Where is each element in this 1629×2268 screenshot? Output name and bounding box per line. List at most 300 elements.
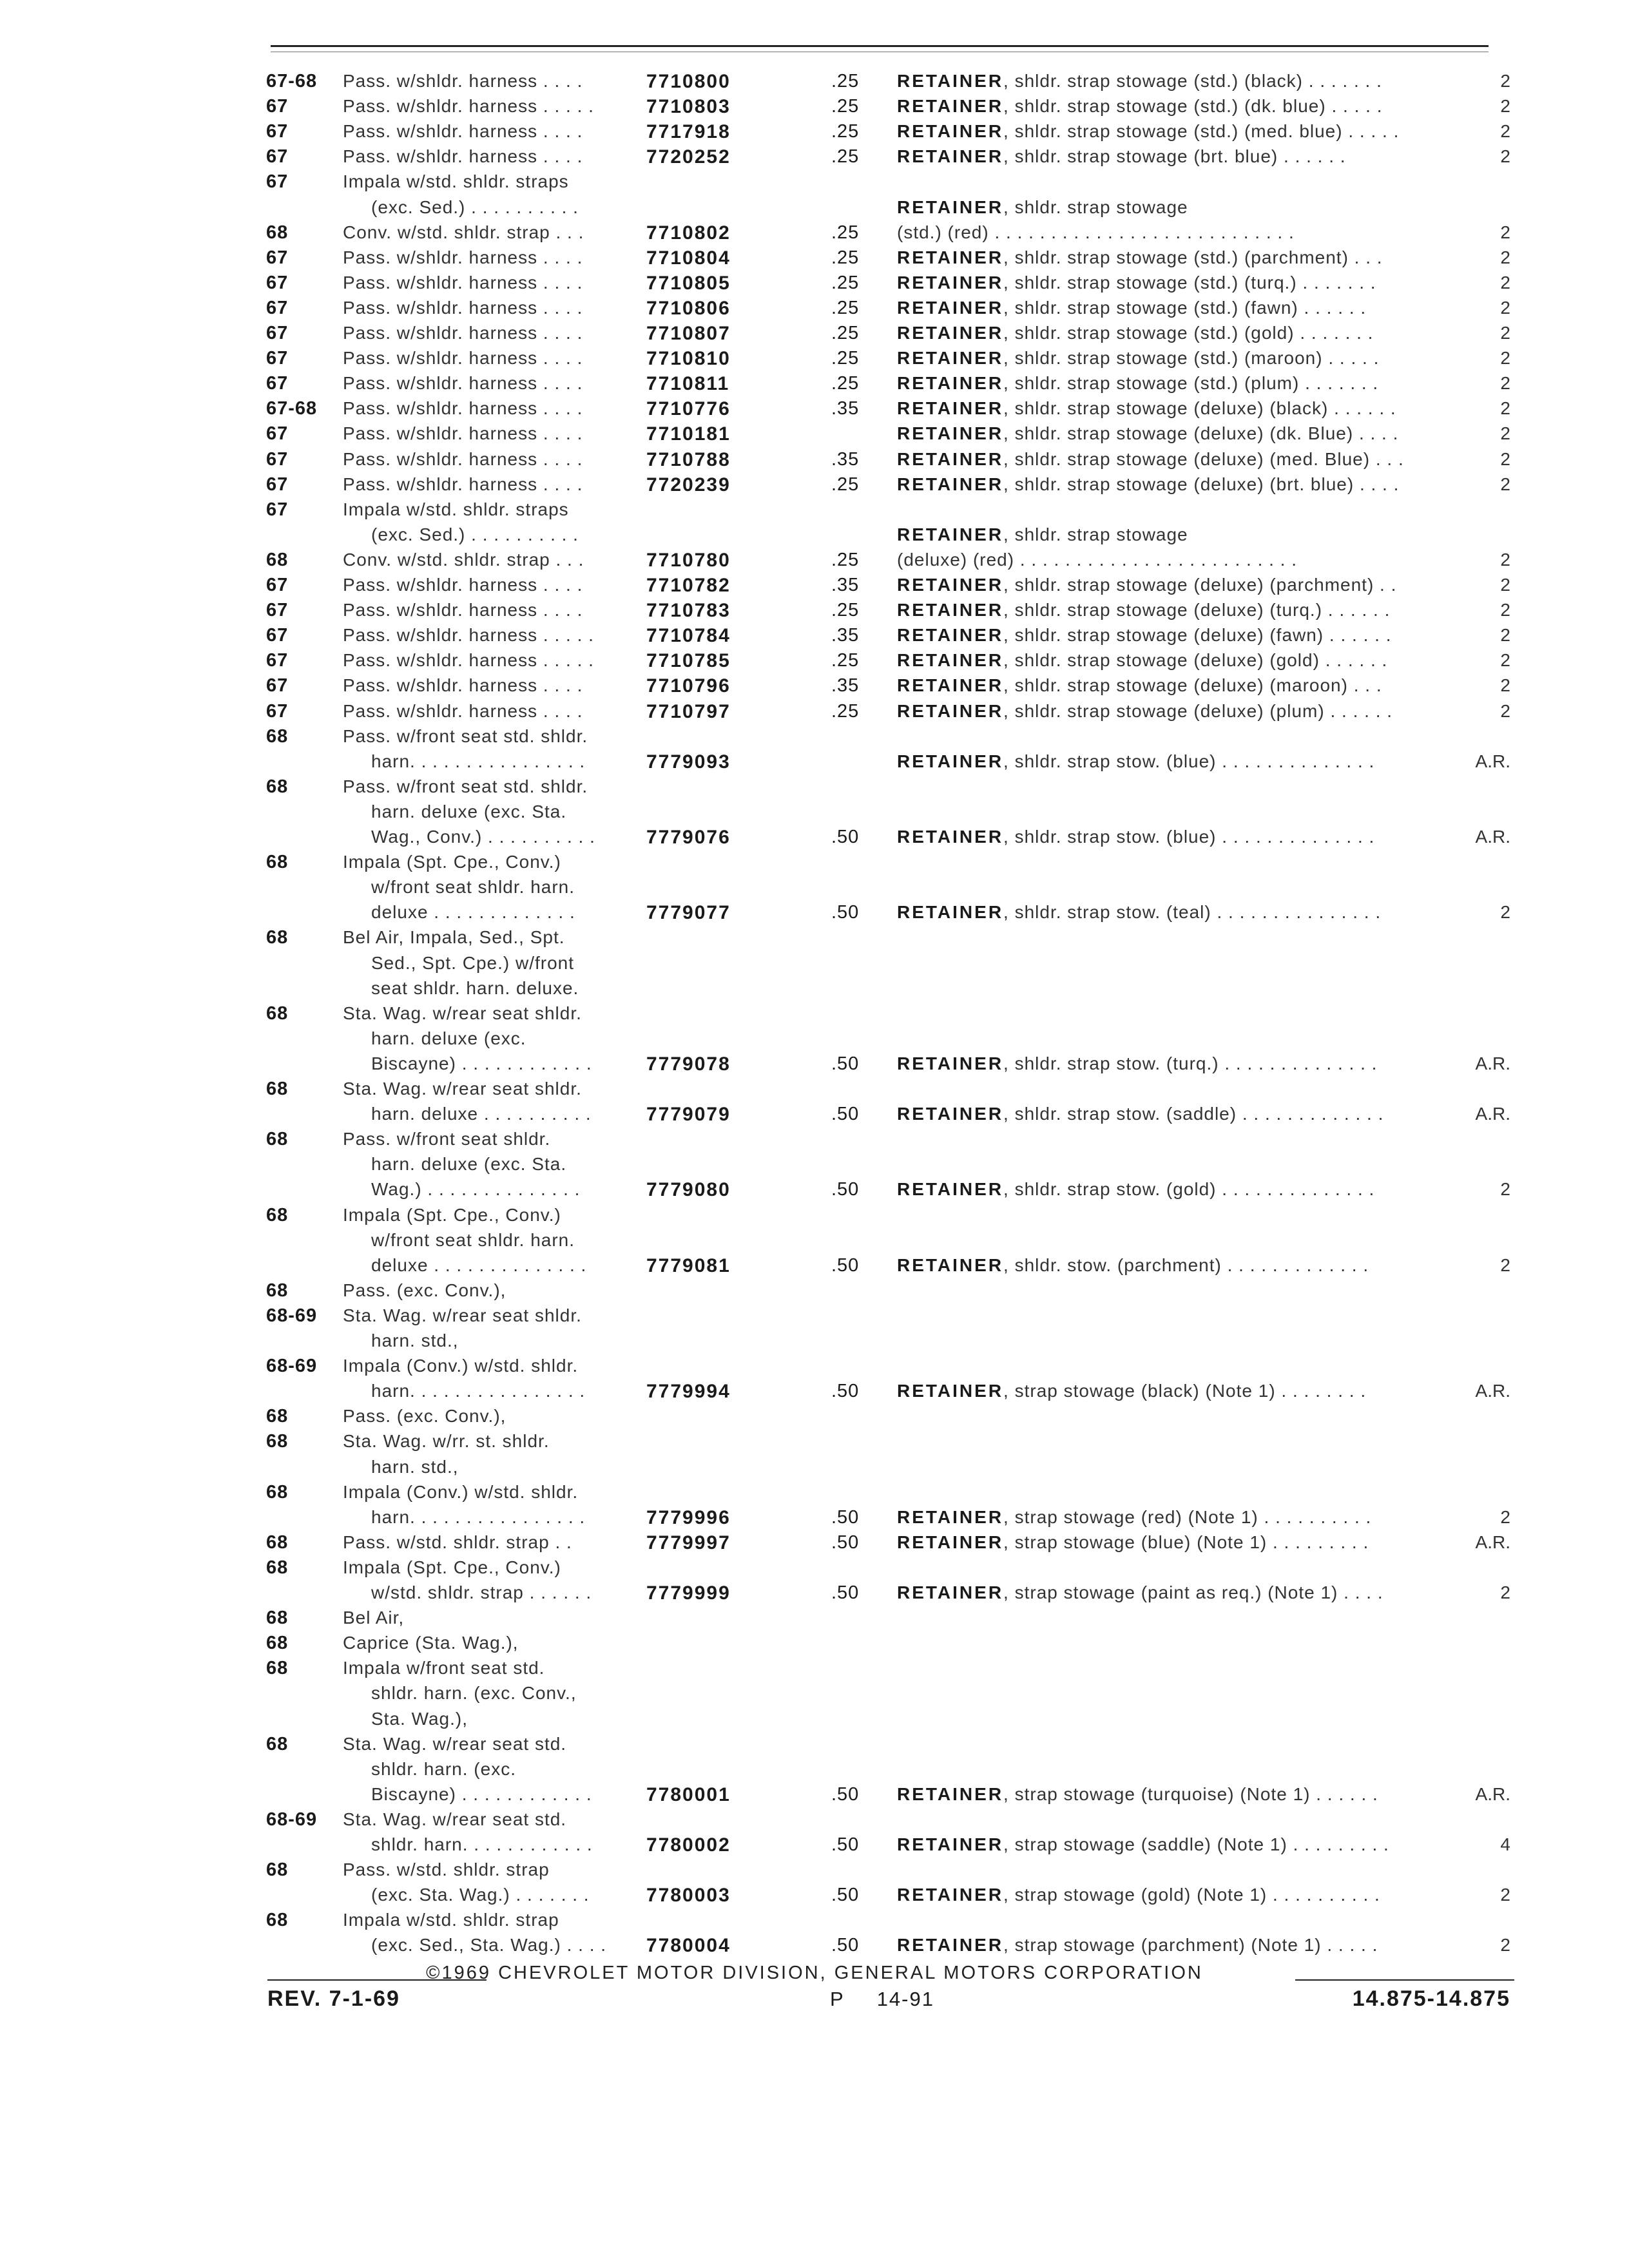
application-description: Impala (Spt. Cpe., Conv.): [343, 1557, 561, 1577]
list-item: [0, 171, 1629, 197]
part-number: 7717918: [646, 121, 731, 143]
application-description: Bel Air, Impala, Sed., Spt.: [343, 927, 565, 948]
application-description: (exc. Sed., Sta. Wag.) . . . .: [371, 1935, 607, 1956]
part-name-keyword: RETAINER: [897, 650, 1004, 671]
quantity-per-unit: A.R.: [1475, 827, 1510, 847]
list-item: [0, 1179, 1629, 1204]
application-description: harn. deluxe (exc. Sta.: [371, 801, 567, 822]
part-number: 7779078: [646, 1053, 731, 1075]
list-item: [0, 474, 1629, 499]
quantity-per-unit: 2: [1500, 423, 1510, 444]
quantity-per-unit: 2: [1500, 297, 1510, 318]
part-name: [897, 1935, 1490, 1956]
quantity-per-unit: 2: [1500, 625, 1510, 646]
application-description: Sta. Wag. w/rear seat std.: [343, 1809, 567, 1829]
part-number: 7710807: [646, 323, 731, 344]
list-item: [0, 1809, 1629, 1834]
quantity-per-unit: 2: [1500, 549, 1510, 570]
part-number: 7779077: [646, 902, 731, 924]
application-description: Biscayne) . . . . . . . . . . . .: [371, 1053, 592, 1073]
part-number: 7710802: [646, 222, 731, 244]
application-description: deluxe . . . . . . . . . . . . .: [371, 902, 575, 923]
part-number: 7779994: [646, 1381, 731, 1403]
list-price: .25: [831, 348, 860, 369]
list-item: [0, 1860, 1629, 1885]
application-description: Caprice (Sta. Wag.),: [343, 1633, 519, 1653]
part-name: [897, 398, 1490, 419]
quantity-per-unit: 2: [1500, 474, 1510, 494]
list-price: .25: [831, 96, 860, 117]
application-description: harn. . . . . . . . . . . . . . . .: [371, 1381, 586, 1401]
application-description: Pass. w/shldr. harness . . . .: [343, 474, 583, 494]
model-year: 68-69: [266, 1305, 318, 1326]
list-item: [0, 1053, 1629, 1079]
quantity-per-unit: 2: [1500, 373, 1510, 394]
quantity-per-unit: 2: [1500, 323, 1510, 343]
part-name: [897, 902, 1490, 923]
part-number: 7779080: [646, 1179, 731, 1201]
part-number: 7710783: [646, 600, 731, 622]
list-item: [0, 1129, 1629, 1154]
model-year: 68: [266, 1860, 289, 1881]
part-number: 7710803: [646, 96, 731, 118]
part-number: 7710780: [646, 549, 731, 571]
quantity-per-unit: 2: [1500, 146, 1510, 167]
list-item: [0, 1331, 1629, 1356]
part-name-detail: , shldr. strap stowage (std.) (turq.) . . . . . . .: [1003, 272, 1376, 293]
application-description: Pass. w/shldr. harness . . . .: [343, 373, 583, 394]
part-name-detail: , shldr. strap stowage (deluxe) (turq.) . . . . . .: [1003, 600, 1391, 620]
part-name-detail: (deluxe) (red) . . . . . . . . . . . . . . . . . . . . . . . . .: [897, 549, 1298, 570]
part-name: [897, 1179, 1490, 1200]
part-name-keyword: RETAINER: [897, 247, 1004, 267]
part-number: 7710782: [646, 575, 731, 596]
part-name: [897, 1104, 1490, 1124]
part-name-keyword: RETAINER: [897, 575, 1004, 595]
application-description: w/std. shldr. strap . . . . . .: [371, 1582, 592, 1602]
list-item: [0, 1406, 1629, 1431]
top-rule: [271, 45, 1489, 47]
model-year: 68: [266, 927, 289, 948]
part-name: [897, 449, 1490, 470]
part-name-keyword: RETAINER: [897, 1582, 1004, 1602]
model-year: 68-69: [266, 1356, 318, 1377]
application-description: Pass. (exc. Conv.),: [343, 1406, 506, 1427]
model-year: 67-68: [266, 71, 318, 91]
application-description: Pass. w/front seat shldr.: [343, 1129, 551, 1149]
part-number: 7710784: [646, 625, 731, 647]
quantity-per-unit: 2: [1500, 700, 1510, 721]
part-name: [897, 625, 1490, 646]
model-year: 67-68: [266, 398, 318, 419]
part-name-detail: , shldr. strap stowage (std.) (dk. blue) . . . . .: [1003, 96, 1383, 117]
part-name-keyword: RETAINER: [897, 96, 1004, 117]
list-item: [0, 1255, 1629, 1280]
part-name-detail: , strap stowage (black) (Note 1) . . . . . . . .: [1003, 1381, 1367, 1401]
list-price: .50: [831, 827, 860, 847]
list-item: [0, 650, 1629, 675]
quantity-per-unit: 2: [1500, 1179, 1510, 1200]
model-year: 68: [266, 1633, 289, 1654]
part-number: 7710788: [646, 448, 731, 470]
part-name-detail: , shldr. strap stowage (deluxe) (maroon) . . .: [1003, 675, 1382, 696]
application-description: Pass. w/shldr. harness . . . . .: [343, 650, 594, 671]
part-name-keyword: RETAINER: [897, 1381, 1004, 1401]
part-number: 7779079: [646, 1104, 731, 1126]
list-item: [0, 273, 1629, 298]
model-year: 68: [266, 726, 289, 747]
list-item: [0, 449, 1629, 474]
part-name-keyword: RETAINER: [897, 272, 1004, 293]
part-name: [897, 1381, 1490, 1401]
list-price: .25: [831, 297, 860, 318]
quantity-per-unit: 4: [1500, 1834, 1510, 1854]
list-price: .25: [831, 549, 860, 570]
part-name-detail: , shldr. strap stowage (deluxe) (med. Blue) . . .: [1003, 448, 1404, 469]
list-price: .50: [831, 1935, 860, 1956]
list-price: .25: [831, 71, 860, 91]
part-name-detail: , shldr. strap stowage (deluxe) (fawn) . . . . . .: [1003, 625, 1392, 646]
model-year: 67: [266, 171, 289, 193]
model-year: 67: [266, 272, 289, 293]
part-name: [897, 1532, 1490, 1553]
list-item: [0, 197, 1629, 222]
application-description: Pass. w/front seat std. shldr.: [343, 726, 588, 746]
list-price: .50: [831, 1053, 860, 1074]
part-number: 7710811: [646, 373, 730, 395]
quantity-per-unit: A.R.: [1475, 1104, 1510, 1124]
list-item: [0, 600, 1629, 625]
part-name-keyword: RETAINER: [897, 373, 1004, 394]
part-name-keyword: RETAINER: [897, 71, 1004, 91]
part-name-keyword: RETAINER: [897, 1254, 1004, 1275]
part-name-detail: , shldr. strap stowage (deluxe) (parchment) . .: [1003, 575, 1397, 595]
application-description: Pass. w/shldr. harness . . . .: [343, 348, 583, 369]
part-number: 7720252: [646, 146, 731, 168]
application-description: shldr. harn. (exc. Conv.,: [371, 1683, 577, 1704]
list-price: .35: [831, 448, 860, 470]
part-name: [897, 1885, 1490, 1905]
part-name-keyword: RETAINER: [897, 1935, 1004, 1956]
part-name-keyword: RETAINER: [897, 423, 1004, 444]
quantity-per-unit: A.R.: [1475, 751, 1510, 771]
list-item: [0, 1028, 1629, 1053]
quantity-per-unit: A.R.: [1475, 1381, 1510, 1401]
application-description: harn. std.,: [371, 1456, 459, 1477]
part-name: [897, 650, 1490, 671]
quantity-per-unit: 2: [1500, 121, 1510, 142]
application-description: Pass. w/std. shldr. strap . .: [343, 1532, 572, 1552]
list-item: [0, 247, 1629, 273]
quantity-per-unit: A.R.: [1475, 1053, 1510, 1073]
application-description: Impala w/front seat std.: [343, 1658, 545, 1678]
application-description: Conv. w/std. shldr. strap . . .: [343, 222, 584, 242]
quantity-per-unit: 2: [1500, 902, 1510, 923]
part-name-detail: , strap stowage (blue) (Note 1) . . . . . . . . .: [1003, 1532, 1369, 1552]
application-description: deluxe . . . . . . . . . . . . . .: [371, 1254, 587, 1275]
list-price: .25: [831, 121, 860, 142]
part-name: [897, 423, 1490, 444]
list-item: [0, 550, 1629, 575]
list-price: .25: [831, 650, 860, 671]
part-name-detail: , shldr. strap stow. (blue) . . . . . . . . . . . . . .: [1003, 751, 1375, 771]
quantity-per-unit: A.R.: [1475, 1532, 1510, 1552]
part-name: [897, 1255, 1490, 1276]
model-year: 67: [266, 96, 289, 117]
model-year: 68: [266, 1910, 289, 1931]
part-name: [897, 1582, 1490, 1603]
application-description: Pass. w/shldr. harness . . . .: [343, 272, 583, 293]
list-item: [0, 1608, 1629, 1633]
list-item: [0, 1280, 1629, 1305]
list-item: [0, 726, 1629, 751]
part-name-keyword: RETAINER: [897, 1104, 1004, 1124]
list-item: [0, 1305, 1629, 1331]
quantity-per-unit: 2: [1500, 1582, 1510, 1602]
application-description: harn. std.,: [371, 1331, 459, 1350]
list-item: [0, 1003, 1629, 1028]
list-item: [0, 852, 1629, 877]
part-name-detail: , shldr. strap stowage (std.) (med. blue) . . . . .: [1003, 121, 1400, 142]
quantity-per-unit: 2: [1500, 348, 1510, 369]
list-item: [0, 348, 1629, 373]
application-description: (exc. Sed.) . . . . . . . . . .: [371, 524, 579, 544]
part-name: [897, 96, 1490, 117]
model-year: 68: [266, 1481, 289, 1503]
list-item: [0, 1507, 1629, 1532]
part-name-keyword: RETAINER: [897, 1053, 1004, 1073]
list-item: [0, 96, 1629, 121]
part-name: [897, 247, 1490, 268]
quantity-per-unit: 2: [1500, 650, 1510, 671]
application-description: Wag.) . . . . . . . . . . . . . .: [371, 1179, 581, 1200]
model-year: 68: [266, 1079, 289, 1099]
part-name: [897, 1834, 1490, 1855]
application-description: Sta. Wag.),: [371, 1708, 468, 1729]
part-name-detail: , shldr. strap stowage (std.) (fawn) . . . . . .: [1003, 297, 1367, 318]
part-number: 7710800: [646, 71, 731, 92]
part-name: [897, 197, 1490, 218]
list-item: [0, 978, 1629, 1003]
list-item: [0, 1532, 1629, 1557]
application-description: Pass. w/shldr. harness . . . .: [343, 297, 583, 318]
quantity-per-unit: 2: [1500, 675, 1510, 696]
part-name-keyword: RETAINER: [897, 902, 1004, 923]
application-description: Impala (Spt. Cpe., Conv.): [343, 1204, 561, 1225]
page-letter: P: [830, 1988, 845, 2010]
application-description: shldr. harn. . . . . . . . . . . .: [371, 1834, 593, 1854]
model-year: 67: [266, 146, 289, 168]
list-price: .35: [831, 625, 860, 646]
model-year: 67: [266, 423, 289, 445]
application-description: Sta. Wag. w/rear seat std.: [343, 1733, 567, 1754]
quantity-per-unit: 2: [1500, 448, 1510, 469]
part-number: 7710805: [646, 272, 731, 294]
part-name-keyword: RETAINER: [897, 675, 1004, 696]
part-name-keyword: RETAINER: [897, 448, 1004, 469]
model-year: 68-69: [266, 1809, 318, 1830]
part-name: [897, 222, 1490, 243]
quantity-per-unit: 2: [1500, 272, 1510, 293]
application-description: Wag., Conv.) . . . . . . . . . .: [371, 827, 595, 847]
part-number: 7710776: [646, 398, 731, 420]
model-year: 68: [266, 549, 289, 570]
part-name-keyword: RETAINER: [897, 625, 1004, 646]
list-item: [0, 1910, 1629, 1935]
part-name: [897, 373, 1490, 394]
list-item: [0, 373, 1629, 398]
application-description: seat shldr. harn. deluxe.: [371, 977, 579, 998]
list-price: .25: [831, 373, 860, 394]
page-reference: [830, 1988, 934, 2011]
application-description: Pass. w/front seat std. shldr.: [343, 776, 588, 796]
part-name-detail: , shldr. strap stowage (std.) (maroon) . . . . .: [1003, 348, 1380, 369]
application-description: Pass. w/shldr. harness . . . .: [343, 448, 583, 469]
quantity-per-unit: 2: [1500, 1935, 1510, 1956]
part-name: [897, 474, 1490, 495]
list-price: .35: [831, 398, 860, 419]
part-name-detail: , strap stowage (paint as req.) (Note 1) . . . .: [1003, 1582, 1383, 1602]
application-description: w/front seat shldr. harn.: [371, 1229, 575, 1250]
part-number: 7779999: [646, 1582, 731, 1604]
application-description: Pass. w/shldr. harness . . . .: [343, 323, 583, 343]
application-description: harn. . . . . . . . . . . . . . . .: [371, 1506, 586, 1527]
list-item: [0, 1885, 1629, 1910]
model-year: 68: [266, 776, 289, 797]
part-name: [897, 348, 1490, 369]
quantity-per-unit: 2: [1500, 398, 1510, 419]
list-price: .50: [831, 1506, 860, 1528]
part-number: 7779996: [646, 1506, 731, 1528]
application-description: Pass. w/shldr. harness . . . .: [343, 575, 583, 595]
part-name-keyword: RETAINER: [897, 474, 1004, 494]
model-year: 67: [266, 625, 289, 646]
list-item: [0, 1784, 1629, 1809]
part-name: [897, 146, 1490, 167]
application-description: Sta. Wag. w/rear seat shldr.: [343, 1305, 582, 1325]
part-number: 7710181: [646, 423, 731, 445]
quantity-per-unit: 2: [1500, 1885, 1510, 1905]
part-number: 7780003: [646, 1885, 731, 1907]
list-item: [0, 1457, 1629, 1482]
part-name: [897, 1784, 1490, 1805]
part-name-detail: , strap stowage (turquoise) (Note 1) . . . . . .: [1003, 1783, 1378, 1804]
part-name-detail: , shldr. strap stowage (std.) (black) . . . . . . .: [1003, 71, 1382, 91]
application-description: shldr. harn. (exc.: [371, 1758, 516, 1779]
application-description: Pass. w/shldr. harness . . . .: [343, 675, 583, 696]
list-item: [0, 776, 1629, 802]
list-item: [0, 751, 1629, 776]
model-year: 67: [266, 650, 289, 671]
list-item: [0, 499, 1629, 524]
application-description: harn. deluxe (exc. Sta.: [371, 1154, 567, 1175]
part-name-detail: , shldr. strap stowage (std.) (gold) . . . . . . .: [1003, 323, 1374, 343]
quantity-per-unit: 2: [1500, 71, 1510, 91]
model-year: 68: [266, 1129, 289, 1150]
list-item: [0, 701, 1629, 726]
model-year: 68: [266, 1431, 289, 1452]
part-name: [897, 550, 1490, 570]
list-item: [0, 1230, 1629, 1255]
part-name-keyword: RETAINER: [897, 348, 1004, 369]
application-description: Pass. w/shldr. harness . . . .: [343, 398, 583, 419]
part-number: 7710804: [646, 247, 731, 269]
list-item: [0, 1079, 1629, 1104]
part-name-detail: (std.) (red) . . . . . . . . . . . . . . . . . . . . . . . . . . .: [897, 222, 1295, 242]
part-name: [897, 273, 1490, 293]
part-name-detail: , shldr. strap stowage (deluxe) (black) . . . . . .: [1003, 398, 1396, 419]
list-item: [0, 1709, 1629, 1734]
model-year: 68: [266, 1557, 289, 1578]
part-name: [897, 827, 1490, 847]
part-name-keyword: RETAINER: [897, 751, 1004, 771]
part-name-keyword: RETAINER: [897, 197, 1004, 217]
application-description: Impala (Conv.) w/std. shldr.: [343, 1481, 579, 1502]
application-description: harn. deluxe (exc.: [371, 1028, 526, 1048]
model-year: 68: [266, 1406, 289, 1427]
part-name-detail: , shldr. strap stow. (saddle) . . . . . . . . . . . . .: [1003, 1104, 1384, 1124]
part-name: [897, 121, 1490, 142]
application-description: Pass. w/shldr. harness . . . .: [343, 71, 583, 91]
list-price: .50: [831, 1885, 860, 1906]
list-item: [0, 1582, 1629, 1608]
list-item: [0, 1935, 1629, 1960]
list-item: [0, 1557, 1629, 1582]
list-price: .50: [831, 1582, 860, 1603]
quantity-per-unit: 2: [1500, 575, 1510, 595]
part-name-keyword: RETAINER: [897, 1783, 1004, 1804]
list-price: .50: [831, 902, 860, 923]
quantity-per-unit: 2: [1500, 96, 1510, 117]
list-price: .25: [831, 247, 860, 268]
part-name-detail: , strap stowage (red) (Note 1) . . . . . . . . . .: [1003, 1506, 1372, 1527]
part-name: [897, 323, 1490, 343]
list-item: [0, 1658, 1629, 1683]
part-number: 7779076: [646, 827, 731, 848]
model-year: 67: [266, 121, 289, 142]
application-description: Pass. w/shldr. harness . . . .: [343, 423, 583, 444]
model-year: 67: [266, 448, 289, 470]
application-description: Pass. (exc. Conv.),: [343, 1280, 506, 1300]
part-name-detail: , shldr. strap stowage (std.) (plum) . . . . . . .: [1003, 373, 1379, 394]
application-description: (exc. Sed.) . . . . . . . . . .: [371, 197, 579, 217]
part-name-detail: , shldr. strap stow. (gold) . . . . . . . . . . . . . .: [1003, 1179, 1375, 1200]
part-name-keyword: RETAINER: [897, 600, 1004, 620]
model-year: 67: [266, 499, 289, 520]
part-number: 7780004: [646, 1935, 731, 1957]
part-number: 7710806: [646, 297, 731, 319]
part-number: 7779997: [646, 1532, 731, 1553]
model-year: 68: [266, 222, 289, 243]
application-description: Sta. Wag. w/rear seat shldr.: [343, 1003, 582, 1023]
list-item: [0, 1759, 1629, 1784]
part-name-keyword: RETAINER: [897, 121, 1004, 142]
part-number: 7780001: [646, 1783, 731, 1805]
application-description: Biscayne) . . . . . . . . . . . .: [371, 1783, 592, 1804]
list-item: [0, 222, 1629, 247]
list-price: .25: [831, 474, 860, 495]
application-description: Impala w/std. shldr. straps: [343, 499, 569, 519]
application-description: Sta. Wag. w/rear seat shldr.: [343, 1079, 582, 1099]
part-name-keyword: RETAINER: [897, 1885, 1004, 1905]
part-number: 7779081: [646, 1254, 731, 1276]
model-year: 67: [266, 474, 289, 495]
list-item: [0, 323, 1629, 348]
application-description: harn. deluxe . . . . . . . . . .: [371, 1104, 592, 1124]
list-price: .50: [831, 1254, 860, 1276]
part-name-detail: , shldr. strap stowage: [1003, 197, 1188, 217]
model-year: 68: [266, 1608, 289, 1629]
